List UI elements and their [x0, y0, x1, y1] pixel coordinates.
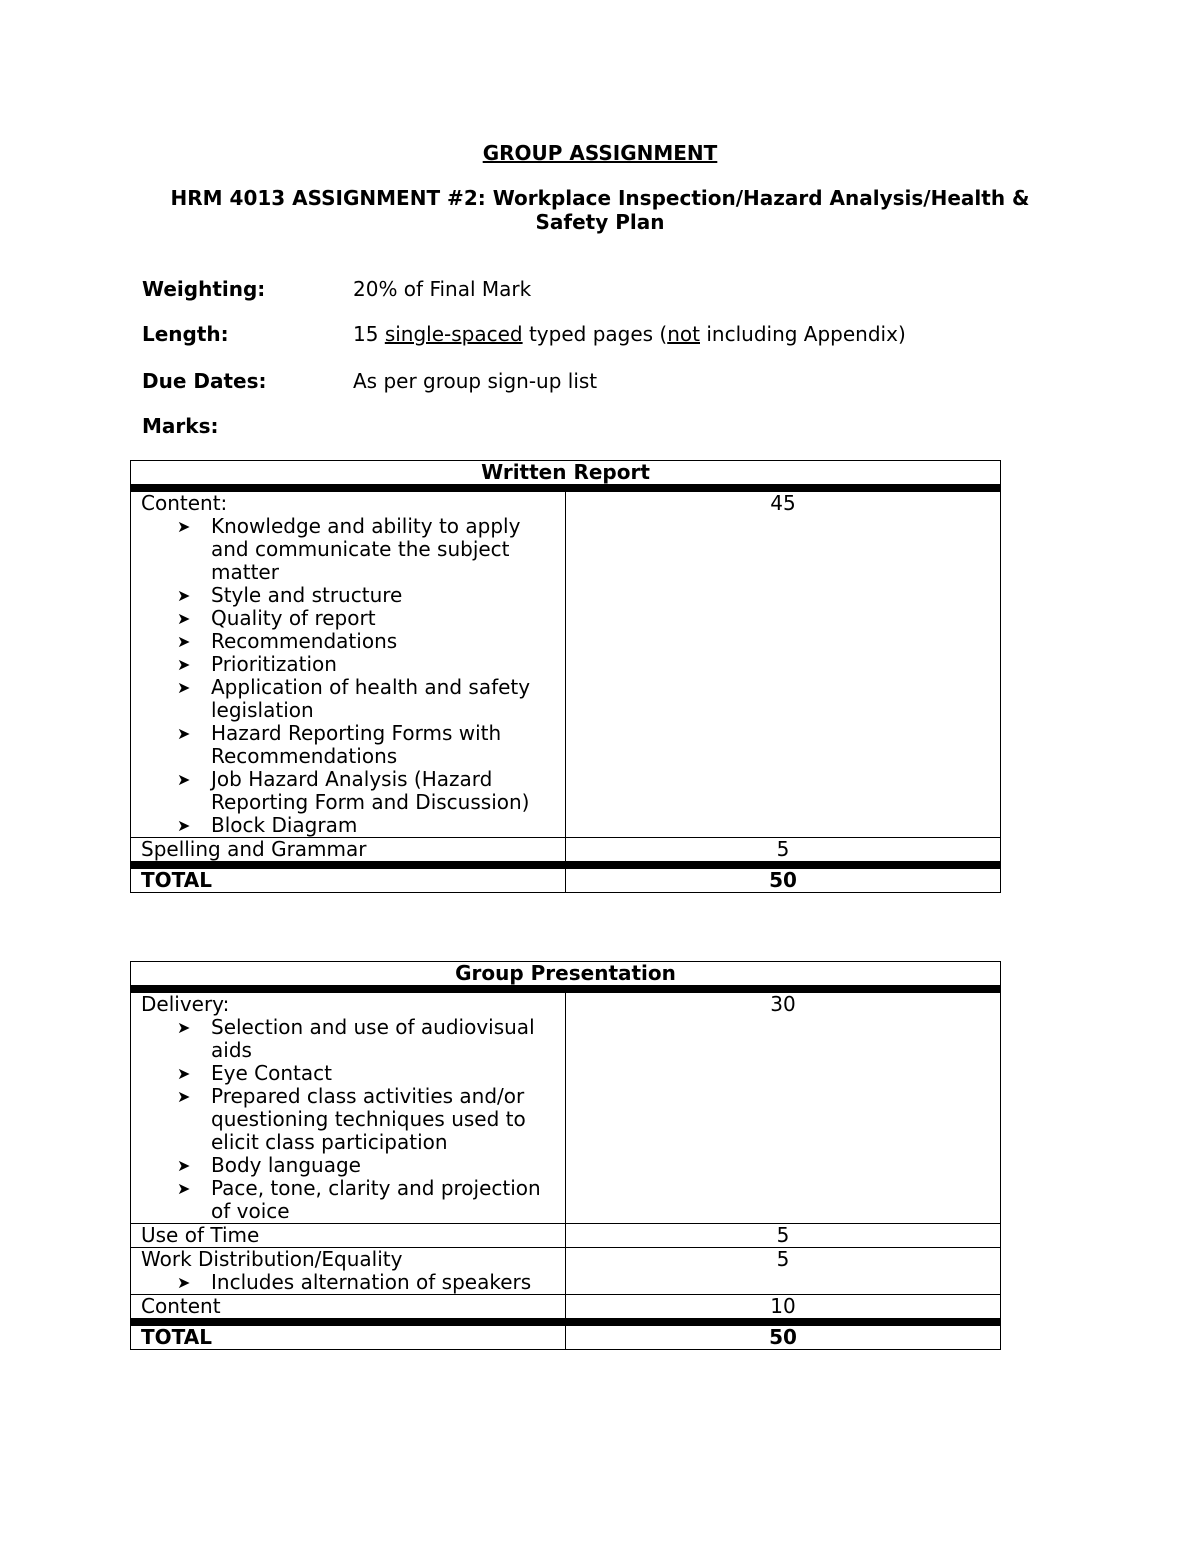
list-item [177, 652, 555, 676]
total-row [131, 865, 1001, 893]
content-criteria-cell [131, 488, 566, 838]
list-item [177, 721, 555, 768]
weighting-value: 20% of Final Mark [353, 277, 532, 301]
arrowhead-bullet-icon: ➤ [177, 586, 191, 605]
arrowhead-bullet-icon: ➤ [177, 655, 191, 674]
arrowhead-bullet-icon: ➤ [177, 1018, 191, 1037]
arrowhead-bullet-icon: ➤ [177, 1179, 191, 1198]
list-item-text: Block Diagram [211, 813, 358, 837]
list-item-text: Hazard Reporting Forms with Recommendations [211, 721, 502, 768]
list-item [177, 583, 555, 607]
length-value [353, 323, 906, 346]
list-item [177, 1015, 555, 1062]
table-header-row [131, 461, 1001, 489]
arrowhead-bullet-icon: ➤ [177, 1064, 191, 1083]
arrowhead-bullet-icon: ➤ [177, 724, 191, 743]
arrowhead-bullet-icon: ➤ [177, 1156, 191, 1175]
total-label: TOTAL [131, 865, 566, 893]
table-row [131, 1295, 1001, 1323]
list-item-text: Recommendations [211, 629, 398, 653]
list-item-text: Job Hazard Analysis (Hazard Reporting Form and Discussion) [211, 767, 530, 814]
due-dates-label: Due Dates: [142, 369, 267, 393]
use-of-time-label: Use of Time [131, 1224, 566, 1248]
document-title: GROUP ASSIGNMENT [482, 141, 718, 165]
due-dates-value: As per group sign-up list [353, 369, 598, 393]
delivery-criteria-list [141, 1016, 555, 1223]
list-item [177, 514, 555, 584]
group-presentation-title: Group Presentation [131, 962, 1001, 990]
length-text-single-spaced: single-spaced [384, 322, 523, 346]
list-item [177, 1176, 555, 1223]
spelling-mark: 5 [566, 838, 1001, 866]
list-item [177, 1084, 555, 1154]
delivery-criteria-cell [131, 989, 566, 1224]
weighting-label: Weighting: [142, 277, 266, 301]
table-row [131, 989, 1001, 1224]
length-text-3: including Appendix) [700, 322, 906, 346]
work-distribution-cell [131, 1248, 566, 1295]
length-text-not: not [667, 322, 700, 346]
use-of-time-mark: 5 [566, 1224, 1001, 1248]
list-item [177, 675, 555, 722]
list-item-text: Prioritization [211, 652, 337, 676]
table-row [131, 488, 1001, 838]
list-item-text: Knowledge and ability to apply and communicate the subject matter [211, 514, 521, 584]
assignment-title-line-1: HRM 4013 ASSIGNMENT #2: Workplace Inspection/Hazard Analysis/Health & [170, 186, 1030, 210]
arrowhead-bullet-icon: ➤ [177, 632, 191, 651]
length-text-2: typed pages ( [522, 322, 668, 346]
work-distribution-list [141, 1271, 555, 1294]
list-item [177, 606, 555, 630]
content-label: Content: [141, 491, 228, 515]
length-text-1: 15 [353, 322, 385, 346]
list-item-text: Eye Contact [211, 1061, 332, 1085]
table-row [131, 1224, 1001, 1248]
arrowhead-bullet-icon: ➤ [177, 770, 191, 789]
presentation-content-mark: 10 [566, 1295, 1001, 1323]
table-row [131, 1248, 1001, 1295]
written-report-table [130, 460, 1001, 893]
arrowhead-bullet-icon: ➤ [177, 517, 191, 536]
total-row [131, 1322, 1001, 1350]
assignment-title [0, 186, 1200, 234]
list-item-text: Quality of report [211, 606, 376, 630]
work-distribution-mark: 5 [566, 1248, 1001, 1295]
group-presentation-table [130, 961, 1001, 1350]
list-item [177, 1270, 555, 1294]
marks-label: Marks: [142, 414, 219, 438]
arrowhead-bullet-icon: ➤ [177, 609, 191, 628]
list-item-text: Includes alternation of speakers [211, 1270, 532, 1294]
length-label: Length: [142, 322, 229, 346]
delivery-label: Delivery: [141, 992, 230, 1016]
arrowhead-bullet-icon: ➤ [177, 816, 191, 835]
content-criteria-list [141, 515, 555, 837]
assignment-title-line-2: Safety Plan [535, 210, 665, 234]
arrowhead-bullet-icon: ➤ [177, 1273, 191, 1292]
delivery-mark: 30 [566, 989, 1001, 1224]
spelling-label: Spelling and Grammar [131, 838, 566, 866]
work-distribution-label: Work Distribution/Equality [141, 1247, 403, 1271]
list-item-text: Application of health and safety legislation [211, 675, 531, 722]
list-item-text: Style and structure [211, 583, 403, 607]
list-item-text: Body language [211, 1153, 361, 1177]
table-header-row [131, 962, 1001, 990]
list-item [177, 1153, 555, 1177]
total-mark: 50 [566, 1322, 1001, 1350]
list-item [177, 629, 555, 653]
list-item-text: Prepared class activities and/or questioning techniques used to elicit class participation [211, 1084, 526, 1154]
arrowhead-bullet-icon: ➤ [177, 1087, 191, 1106]
list-item [177, 1061, 555, 1085]
list-item-text: Selection and use of audiovisual aids [211, 1015, 535, 1062]
written-report-title: Written Report [131, 461, 1001, 489]
list-item [177, 813, 555, 837]
list-item [177, 767, 555, 814]
content-mark: 45 [566, 488, 1001, 838]
presentation-content-label: Content [131, 1295, 566, 1323]
total-mark: 50 [566, 865, 1001, 893]
list-item-text: Pace, tone, clarity and projection of voice [211, 1176, 541, 1223]
total-label: TOTAL [131, 1322, 566, 1350]
table-row [131, 838, 1001, 866]
arrowhead-bullet-icon: ➤ [177, 678, 191, 697]
